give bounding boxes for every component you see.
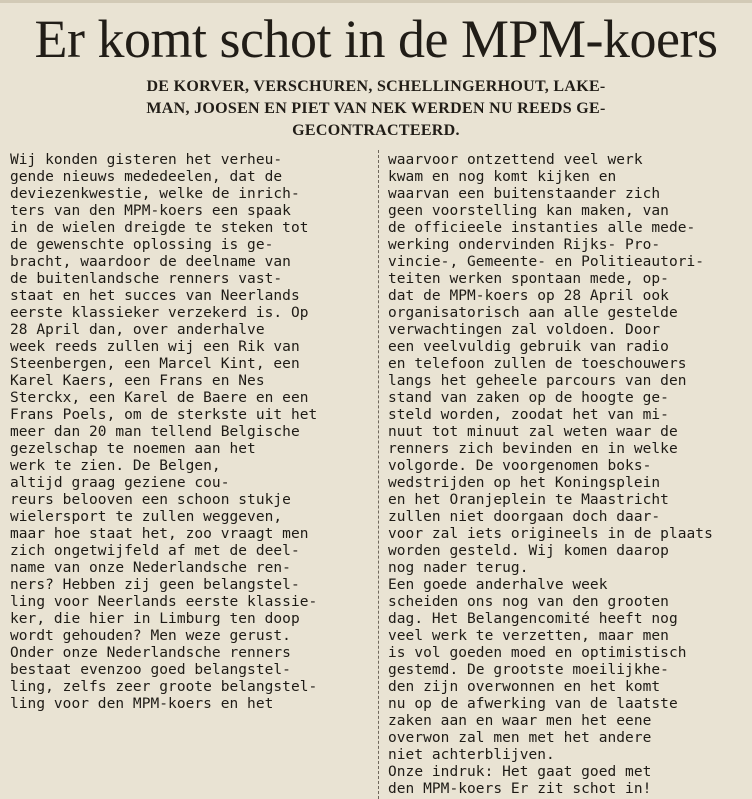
text-line: Wij konden gisteren het verheu- bbox=[10, 152, 283, 168]
subheadline-line: DE KORVER, VERSCHUREN, SCHELLINGERHOUT, LAKE- bbox=[146, 78, 606, 95]
text-line: stand van zaken op de hoogte ge- bbox=[388, 390, 669, 406]
text-line: verwachtingen zal voldoen. Door bbox=[388, 322, 661, 338]
text-line: den MPM-koers Er zit schot in! bbox=[388, 781, 652, 797]
column-divider bbox=[378, 150, 380, 799]
text-line: Een goede anderhalve week bbox=[388, 577, 608, 593]
text-line: nu op de afwerking van de laatste bbox=[388, 696, 678, 712]
text-line: altijd graag geziene cou- bbox=[10, 475, 230, 491]
text-line: een veelvuldig gebruik van radio bbox=[388, 339, 669, 355]
text-line: Onze indruk: Het gaat goed met bbox=[388, 764, 652, 780]
text-line: wielersport te zullen weggeven, bbox=[10, 509, 283, 525]
text-line: dat de MPM-koers op 28 April ook bbox=[388, 288, 669, 304]
text-line: vincie-, Gemeente- en Politieautori- bbox=[388, 254, 705, 270]
text-line: is vol goeden moed en optimistisch bbox=[388, 645, 687, 661]
text-line: de gewenschte oplossing is ge- bbox=[10, 237, 274, 253]
subheadline bbox=[18, 76, 734, 142]
text-line: teiten werken spontaan mede, op- bbox=[388, 271, 669, 287]
text-line: bracht, waardoor de deelname van bbox=[10, 254, 291, 270]
text-line: voor zal iets origineels in de plaats bbox=[388, 526, 713, 542]
text-line: deviezenkwestie, welke de inrich- bbox=[10, 186, 300, 202]
text-line: eerste klassieker verzekerd is. Op bbox=[10, 305, 309, 321]
text-line: scheiden ons nog van den grooten bbox=[388, 594, 669, 610]
text-line: zich ongetwijfeld af met de deel- bbox=[10, 543, 300, 559]
text-line: kwam en nog komt kijken en bbox=[388, 169, 617, 185]
text-line: waarvan een buitenstaander zich bbox=[388, 186, 661, 202]
text-line: ling voor den MPM-koers en het bbox=[10, 696, 274, 712]
text-line: Sterckx, een Karel de Baere en een bbox=[10, 390, 309, 406]
text-line: steld worden, zoodat het van mi- bbox=[388, 407, 669, 423]
text-line: waarvoor ontzettend veel werk bbox=[388, 152, 643, 168]
text-line: worden gesteld. Wij komen daarop bbox=[388, 543, 669, 559]
text-line: ling voor Neerlands eerste klassie- bbox=[10, 594, 318, 610]
text-line: ker, die hier in Limburg ten doop bbox=[10, 611, 300, 627]
article-column-left bbox=[10, 152, 368, 713]
subheadline-line: GECONTRACTEERD. bbox=[292, 122, 460, 139]
text-line: veel werk te verzetten, maar men bbox=[388, 628, 669, 644]
text-line: werk te zien. De Belgen, bbox=[10, 458, 221, 474]
text-line: volgorde. De voorgenomen boks- bbox=[388, 458, 652, 474]
text-line: ners? Hebben zij geen belangstel- bbox=[10, 577, 300, 593]
text-line: de officieele instanties alle mede- bbox=[388, 220, 696, 236]
text-line: zaken aan en waar men het eene bbox=[388, 713, 652, 729]
text-line: en het Oranjeplein te Maastricht bbox=[388, 492, 669, 508]
text-line: niet achterblijven. bbox=[388, 747, 555, 763]
text-line: meer dan 20 man tellend Belgische bbox=[10, 424, 300, 440]
text-line: gezelschap te noemen aan het bbox=[10, 441, 256, 457]
text-line: dag. Het Belangencomité heeft nog bbox=[388, 611, 678, 627]
text-line: overwon zal men met het andere bbox=[388, 730, 652, 746]
text-line: den zijn overwonnen en het komt bbox=[388, 679, 661, 695]
text-line: wedstrijden op het Koningsplein bbox=[388, 475, 661, 491]
text-line: in de wielen dreigde te steken tot bbox=[10, 220, 309, 236]
text-line: gende nieuws mededeelen, dat de bbox=[10, 169, 283, 185]
subheadline-line: MAN, JOOSEN EN PIET VAN NEK WERDEN NU REEDS GE- bbox=[146, 100, 606, 117]
text-line: ters van den MPM-koers een spaak bbox=[10, 203, 291, 219]
text-line: organisatorisch aan alle gestelde bbox=[388, 305, 678, 321]
text-line: reurs belooven een schoon stukje bbox=[10, 492, 291, 508]
text-line: de buitenlandsche renners vast- bbox=[10, 271, 283, 287]
text-line: week reeds zullen wij een Rik van bbox=[10, 339, 300, 355]
text-line: bestaat evenzoo goed belangstel- bbox=[10, 662, 291, 678]
text-line: gestemd. De grootste moeilijkhe- bbox=[388, 662, 669, 678]
text-line: 28 April dan, over anderhalve bbox=[10, 322, 265, 338]
text-line: Onder onze Nederlandsche renners bbox=[10, 645, 291, 661]
text-line: nuut tot minuut zal weten waar de bbox=[388, 424, 678, 440]
article-column-right bbox=[388, 152, 746, 798]
text-line: maar hoe staat het, zoo vraagt men bbox=[10, 526, 309, 542]
text-line: geen voorstelling kan maken, van bbox=[388, 203, 669, 219]
text-line: zullen niet doorgaan doch daar- bbox=[388, 509, 661, 525]
text-line: ling, zelfs zeer groote belangstel- bbox=[10, 679, 318, 695]
text-line: Frans Poels, om de sterkste uit het bbox=[10, 407, 318, 423]
headline: Er komt schot in de MPM-koers bbox=[34, 9, 718, 69]
text-line: Karel Kaers, een Frans en Nes bbox=[10, 373, 265, 389]
text-line: langs het geheele parcours van den bbox=[388, 373, 687, 389]
text-line: en telefoon zullen de toeschouwers bbox=[388, 356, 687, 372]
text-line: name van onze Nederlandsche ren- bbox=[10, 560, 291, 576]
text-line: renners zich bevinden en in welke bbox=[388, 441, 678, 457]
text-line: nog nader terug. bbox=[388, 560, 529, 576]
text-line: Steenbergen, een Marcel Kint, een bbox=[10, 356, 300, 372]
text-line: staat en het succes van Neerlands bbox=[10, 288, 300, 304]
text-line: werking ondervinden Rijks- Pro- bbox=[388, 237, 661, 253]
paper-edge bbox=[0, 0, 752, 3]
text-line: wordt gehouden? Men weze gerust. bbox=[10, 628, 291, 644]
